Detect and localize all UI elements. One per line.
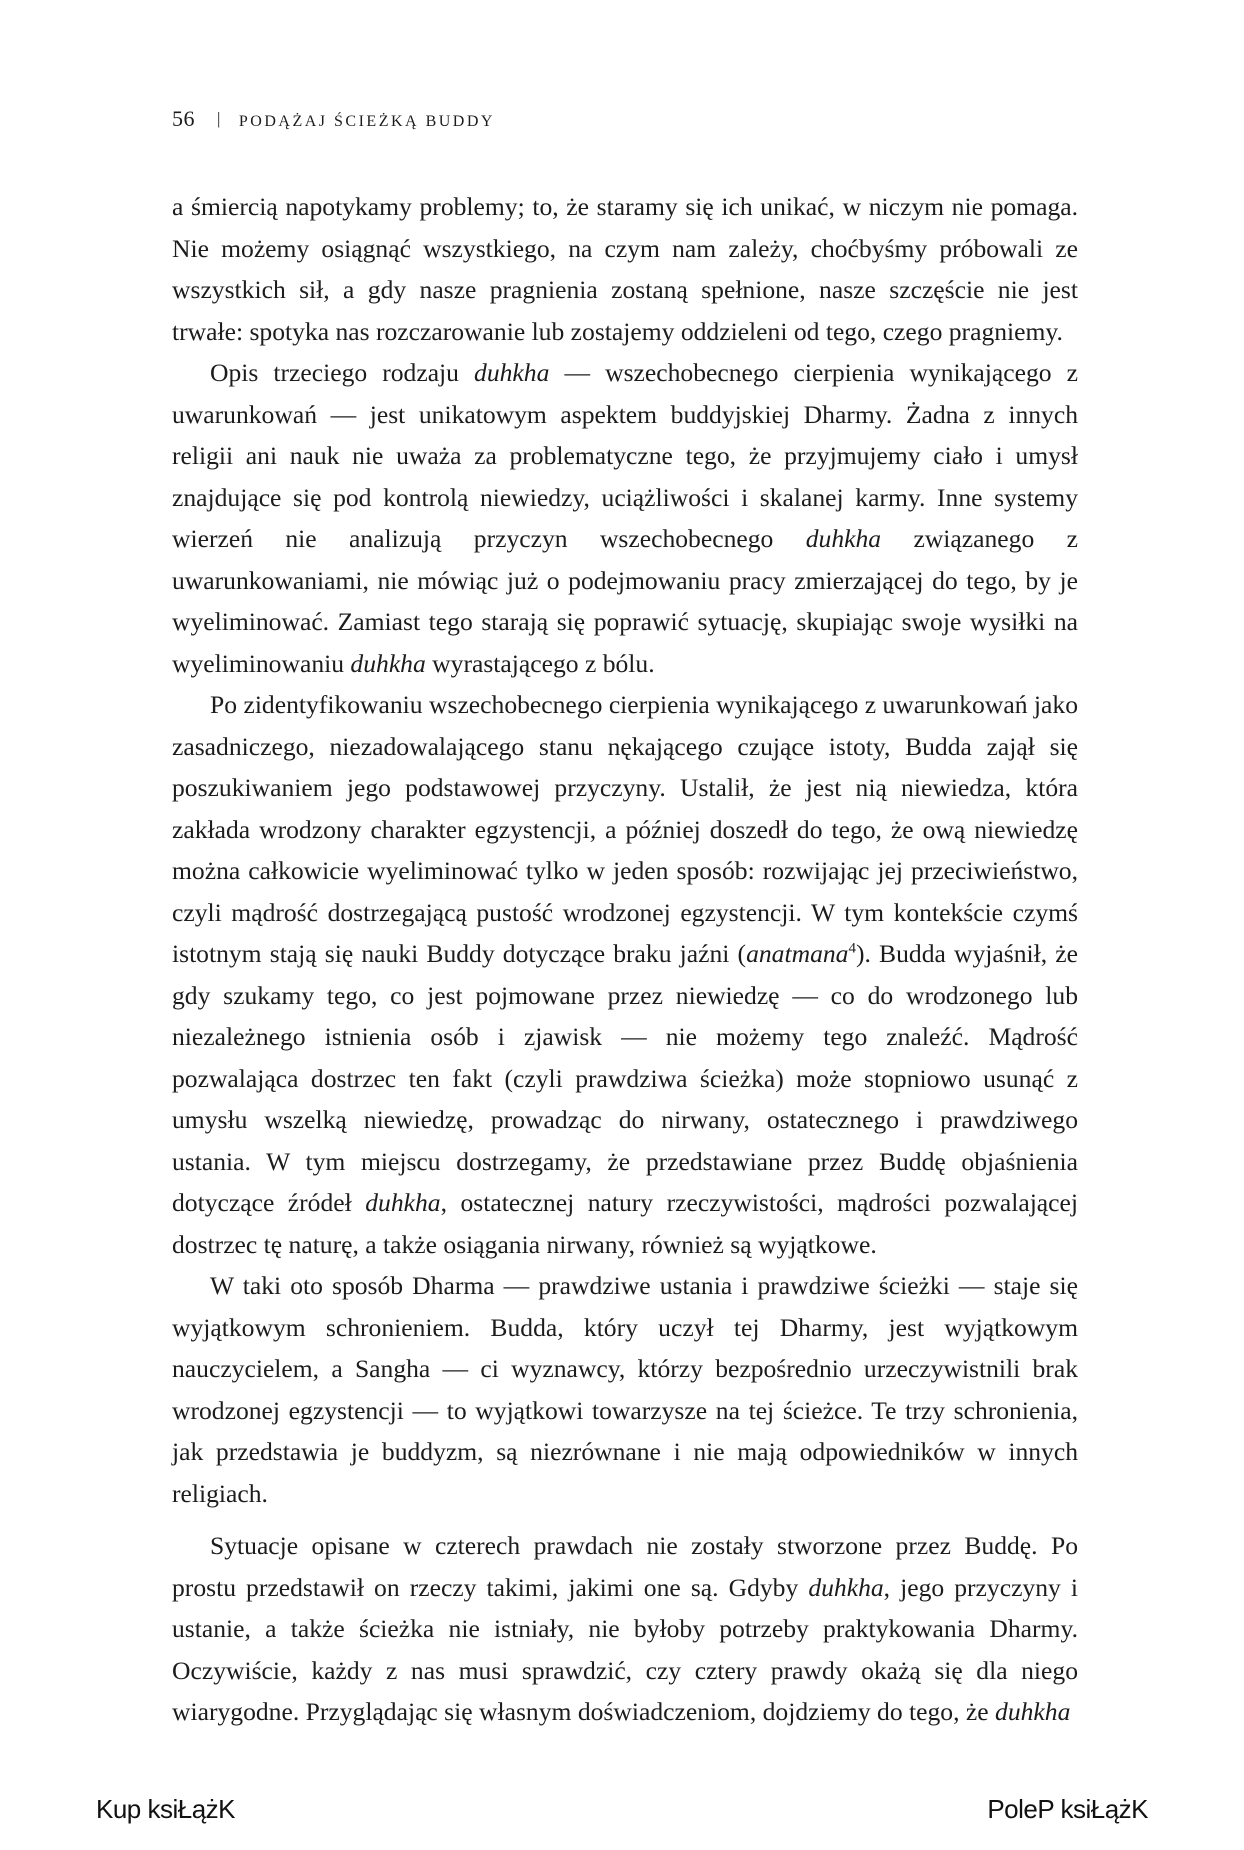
italic-term: anatmana	[746, 939, 849, 968]
text-segment: , jego przyczyny i ustanie, a także ścieżka nie istniały, nie byłoby potrzeby praktykowania Dharmy. Oczywiście, każdy z nas musi sprawdzić, czy cztery prawdy okażą się dla niego wiarygodne. Przyglądając się własnym doświadczeniom, dojdziemy do tego, że	[172, 1572, 1078, 1726]
page-number: 56	[172, 106, 195, 131]
text-segment: wyrastającego z bólu.	[425, 648, 655, 678]
text-segment: ). Budda wyjaśnił, że gdy szukamy tego, co jest pojmowane przez niewiedzę — co do wrodzonego lub niezależnego istnienia osób i zjawisk — nie możemy tego znaleźć. Mądrość pozwalająca dostrzec ten fakt (czyli prawdziwa ścieżka) może stopniowo usunąć z umysłu wszelką niewiedzę, prowadząc do nirwany, ostatecznego i prawdziwego ustania. W tym miejscu dostrzegamy, że przedstawiane przez Buddę objaśnienia dotyczące źródeł	[172, 939, 1078, 1217]
paragraph	[172, 352, 1078, 684]
paragraph	[172, 186, 1078, 352]
body-text	[172, 186, 1078, 1733]
footnote-marker: 4	[848, 940, 856, 957]
header-separator: |	[217, 109, 221, 128]
italic-term: duhkha	[365, 1188, 441, 1217]
italic-term: duhkha	[350, 648, 426, 678]
running-head	[172, 106, 495, 132]
text-segment: Po zidentyfikowaniu wszechobecnego cierpienia wynikającego z uwarunkowań jako zasadniczego, niezadowalającego stanu nękającego czujące istoty, Budda zajął się poszukiwaniem jego podstawowej przyczyny. Ustalił, że jest nią niewiedza, która zakłada wrodzony charakter egzystencji, a później doszedł do tego, że ową niewiedzę można całkowicie wyeliminować tylko w jeden sposób: rozwijając jej przeciwieństwo, czyli mądrość dostrzegającą pustość wrodzonej egzystencji. W tym kontekście czymś istotnym stają się nauki Buddy dotyczące braku jaźni (	[172, 690, 1078, 968]
italic-term: duhkha	[474, 358, 550, 387]
paragraph	[172, 1525, 1078, 1733]
italic-term: duhkha	[808, 1572, 884, 1602]
italic-term: duhkha	[995, 1697, 1071, 1726]
text-segment: Opis trzeciego rodzaju	[210, 358, 475, 387]
text-segment: Sytuacje opisane w czterech prawdach nie zostały stworzone przez Buddę. Po prostu przedstawił on rzeczy takimi, jakimi one są. Gdyby	[172, 1531, 1078, 1602]
text-segment: , ostatecznej natury rzeczywistości, mądrości pozwalającej dostrzec tę naturę, a także osiągania nirwany, również są wyjątkowe.	[172, 1188, 1079, 1259]
text-segment: a śmiercią napotykamy problemy; to, że staramy się ich unikać, w niczym nie pomaga. Nie możemy osiągnąć wszystkiego, na czym nam zależy, choćbyśmy próbowali ze wszystkich sił, a gdy nasze pragnienia zostaną spełnione, nasze szczęście nie jest trwałe: spotyka nas rozczarowanie lub zostajemy oddzieleni od tego, czego pragniemy.	[172, 192, 1078, 346]
recommend-book-link[interactable]: PoleP ksiŁążK	[987, 1794, 1148, 1824]
text-segment: związanego z uwarunkowaniami, nie mówiąc już o podejmowaniu pracy zmierzającej do tego, by je wyeliminować. Zamiast tego starają się poprawić sytuację, skupiając swoje wysiłki na wyeliminowaniu	[172, 524, 1078, 678]
paragraph	[172, 1265, 1078, 1514]
italic-term: duhkha	[805, 524, 882, 553]
book-title: PODĄŻAJ ŚCIEŻKĄ BUDDY	[238, 113, 495, 130]
buy-book-link[interactable]: Kup ksiŁążK	[96, 1794, 236, 1824]
text-segment: — wszechobecnego cierpienia wynikającego z uwarunkowań — jest unikatowym aspektem buddyjskiej Dharmy. Żadna z innych religii ani nauk nie uważa za problematyczne tego, że przyjmujemy ciało i umysł znajdujące się pod kontrolą niewiedzy, uciążliwości i skalanej karmy. Inne systemy wierzeń nie analizują przyczyn wszechobecnego	[172, 358, 1078, 553]
text-segment: W taki oto sposób Dharma — prawdziwe ustania i prawdziwe ścieżki — staje się wyjątkowym schronieniem. Budda, który uczył tej Dharmy, jest wyjątkowym nauczycielem, a Sangha — ci wyznawcy, którzy bezpośrednio urzeczywistnili brak wrodzonej egzystencji — to wyjątkowi towarzysze na tej ścieżce. Te trzy schronienia, jak przedstawia je buddyzm, są niezrównane i nie mają odpowiedników w innych religiach.	[172, 1271, 1078, 1508]
paragraph	[172, 684, 1078, 1265]
